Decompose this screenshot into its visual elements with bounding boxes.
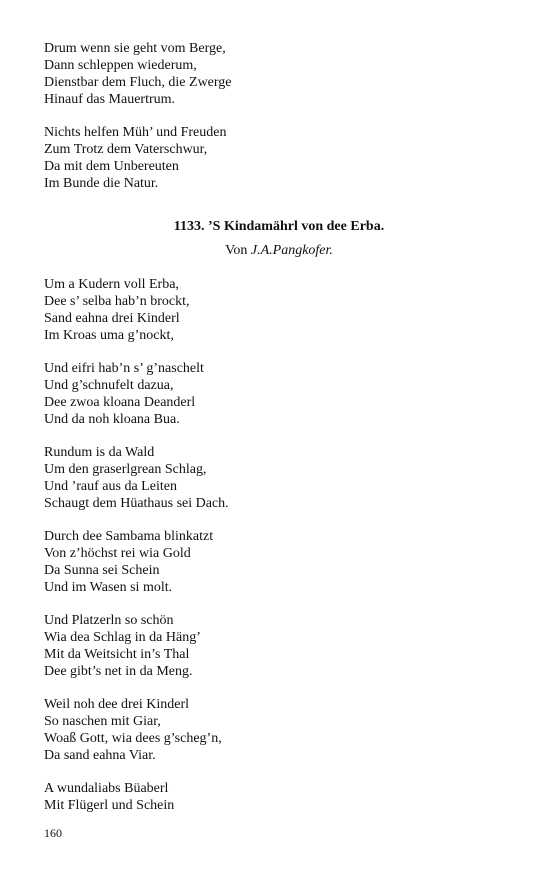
page-number: 160 [44,826,62,840]
verse-line: Dienstbar dem Fluch, die Zwerge [44,75,232,90]
stanza [44,444,514,512]
verse-line: Wia dea Schlag in da Häng’ [44,630,201,645]
verse-line: Da mit dem Unbereuten [44,159,179,174]
verse-line: Nichts helfen Müh’ und Freuden [44,125,227,140]
verse-line: Und Platzerln so schön [44,613,174,628]
verse-line: Dann schleppen wiederum, [44,58,197,73]
stanza [44,780,514,814]
page-content [44,40,514,830]
verse-line: Im Kroas uma g’nockt, [44,328,174,343]
verse-line: Dee s’ selba hab’n brockt, [44,294,190,309]
verse-line: Rundum is da Wald [44,445,155,460]
verse-line: Mit da Weitsicht in’s Thal [44,647,190,662]
stanza [44,276,514,344]
stanza [44,360,514,428]
verse-line: Und g’schnufelt dazua, [44,378,174,393]
verse-line: Weil noh dee drei Kinderl [44,697,190,712]
poem-author: J.A.Pangkofer. [250,243,333,258]
poem-body [44,276,514,814]
stanza [44,612,514,680]
verse-line: Zum Trotz dem Vaterschwur, [44,142,208,157]
verse-line: Durch dee Sambama blinkatzt [44,529,214,544]
verse-line: A wundaliabs Büaberl [44,781,169,796]
verse-line: Um a Kudern voll Erba, [44,277,179,292]
verse-line: Im Bunde die Natur. [44,176,159,191]
verse-line: Mit Flügerl und Schein [44,798,175,813]
verse-line: Hinauf das Mauertrum. [44,92,176,107]
verse-line: Und im Wasen si molt. [44,580,173,595]
verse-line: So naschen mit Giar, [44,714,161,729]
verse-line: Dee gibt’s net in da Meng. [44,664,193,679]
stanza [44,696,514,764]
poem-title: 1133. ’S Kindamährl von dee Erba. [173,219,385,234]
verse-line: Woaß Gott, wia dees g’scheg’n, [44,731,222,746]
verse-line: Und da noh kloana Bua. [44,412,180,427]
stanza [44,40,514,108]
verse-line: Schaugt dem Hüathaus sei Dach. [44,496,229,511]
byline-prefix: Von [225,243,251,258]
verse-line: Sand eahna drei Kinderl [44,311,180,326]
verse-line: Und ’rauf aus da Leiten [44,479,177,494]
stanza [44,528,514,596]
verse-line: Da sand eahna Viar. [44,748,156,763]
verse-line: Von z’höchst rei wia Gold [44,546,191,561]
poem-byline [44,242,514,260]
verse-line: Drum wenn sie geht vom Berge, [44,41,226,56]
previous-poem-ending [44,40,514,192]
verse-line: Da Sunna sei Schein [44,563,160,578]
verse-line: Und eifri hab’n s’ g’naschelt [44,361,204,376]
verse-line: Um den graserlgrean Schlag, [44,462,207,477]
verse-line: Dee zwoa kloana Deanderl [44,395,196,410]
stanza [44,124,514,192]
